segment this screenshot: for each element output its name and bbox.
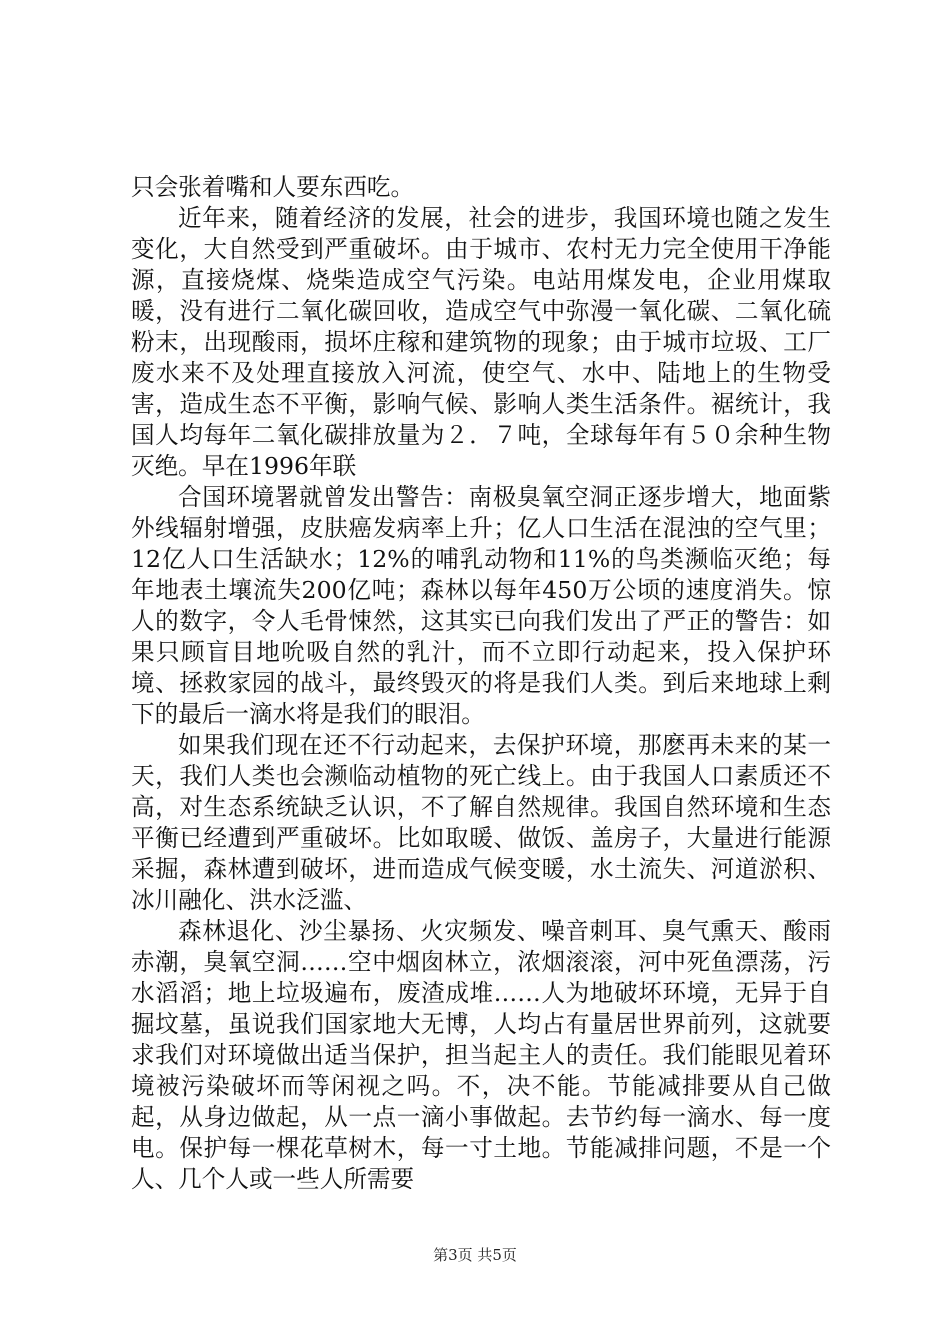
paragraph-1: 只会张着嘴和人要东西吃。 <box>131 173 415 201</box>
paragraph-3: 合国环境署就曾发出警告：南极臭氧空洞正逐步增大，地面紫外线辐射增强，皮肤癌发病率上升；亿人口生活在混浊的空气里；12亿人口生活缺水；12%的哺乳动物和11%的鸟类濒临灭绝；每年地表土壤流失200亿吨；森林以每年450万公顷的速度消失。惊人的数字，令人毛骨悚然，这其实已向我们发出了严正的警告：如果只顾盲目地吮吸自然的乳汁，而不立即行动起来，投入保护环境、拯救家园的战斗，最终毁灭的将是我们人类。到后来地球上剩下的最后一滴水将是我们的眼泪。 <box>131 483 831 728</box>
paragraph-2: 近年来，随着经济的发展，社会的进步，我国环境也随之发生变化，大自然受到严重破坏。由于城市、农村无力完全使用干净能源，直接烧煤、烧柴造成空气污染。电站用煤发电，企业用煤取暖，没有进行二氧化碳回收，造成空气中弥漫一氧化碳、二氧化硫粉末，出现酸雨，损坏庄稼和建筑物的现象；由于城市垃圾、工厂废水来不及处理直接放入河流，使空气、水中、陆地上的生物受害，造成生态不平衡，影响气候、影响人类生活条件。裾统计，我国人均每年二氧化碳排放量为２．７吨，全球每年有５０余种生物灭绝。早在1996年联 <box>131 204 831 480</box>
paragraph-4: 如果我们现在还不行动起来，去保护环境，那麽再未来的某一天，我们人类也会濒临动植物的死亡线上。由于我国人口素质还不高，对生态系统缺乏认识，不了解自然规律。我国自然环境和生态平衡已经遭到严重破坏。比如取暖、做饭、盖房子，大量进行能源采掘，森林遭到破坏，进而造成气候变暖，水土流失、河道淤积、冰川融化、洪水泛滥、 <box>131 731 831 914</box>
page-footer: 第3页 共5页 <box>433 1246 517 1264</box>
body-text <box>131 172 831 1195</box>
paragraph-5: 森林退化、沙尘暴扬、火灾频发、噪音刺耳、臭气熏天、酸雨赤潮，臭氧空洞……空中烟囱林立，浓烟滚滚，河中死鱼漂荡，污水滔滔；地上垃圾遍布，废渣成堆……人为地破坏环境，无异于自掘坟墓，虽说我们国家地大无博，人均占有量居世界前列，这就要求我们对环境做出适当保护，担当起主人的责任。我们能眼见着环境被污染破坏而等闲视之吗。不，决不能。节能减排要从自己做起，从身边做起，从一点一滴小事做起。去节约每一滴水、每一度电。保护每一棵花草树木，每一寸土地。节能减排问题，不是一个人、几个人或一些人所需要 <box>131 917 831 1193</box>
